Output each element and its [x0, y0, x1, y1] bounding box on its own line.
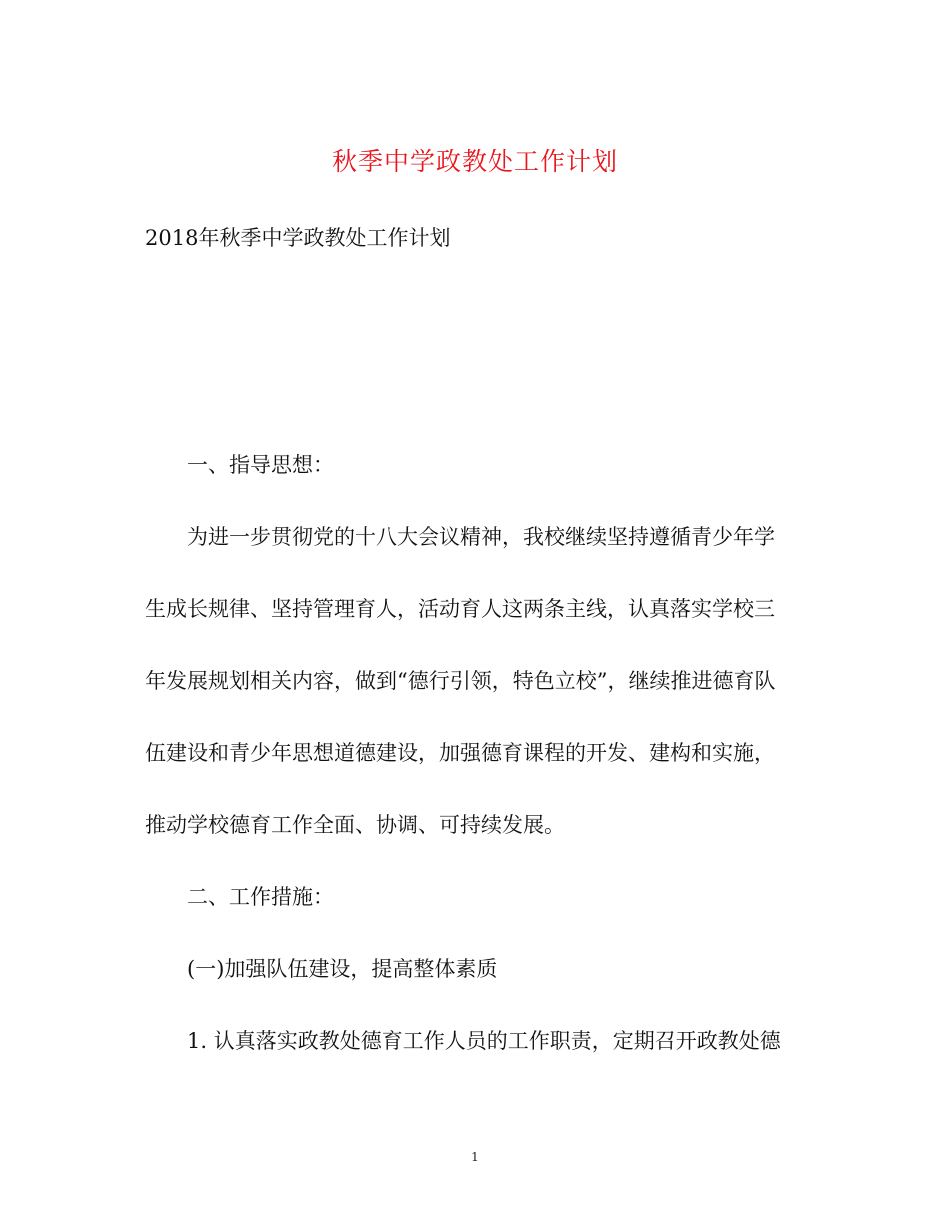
item-1-line-1: 1. 认真落实政教处德育工作人员的工作职责，定期召开政教处德	[187, 1029, 781, 1053]
page-number: 1	[471, 1150, 479, 1164]
paragraph-1-line-3: 年发展规划相关内容，做到“德行引领，特色立校”，继续推进德育队	[145, 669, 776, 693]
paragraph-1-line-2: 生成长规律、坚持管理育人，活动育人这两条主线，认真落实学校三	[145, 597, 775, 621]
section-2-heading: 二、工作措施：	[187, 885, 334, 909]
section-1-heading: 一、指导思想：	[187, 453, 334, 477]
document-subtitle: 2018年秋季中学政教处工作计划	[145, 226, 451, 250]
paragraph-1-line-4: 伍建设和青少年思想道德建设，加强德育课程的开发、建构和实施，	[145, 741, 775, 765]
subsection-1-heading: (一)加强队伍建设，提高整体素质	[187, 957, 498, 981]
paragraph-1-line-1: 为进一步贯彻党的十八大会议精神，我校继续坚持遵循青少年学	[187, 525, 775, 549]
document-title: 秋季中学政教处工作计划	[331, 147, 618, 176]
paragraph-1-line-5: 推动学校德育工作全面、协调、可持续发展。	[145, 813, 565, 837]
